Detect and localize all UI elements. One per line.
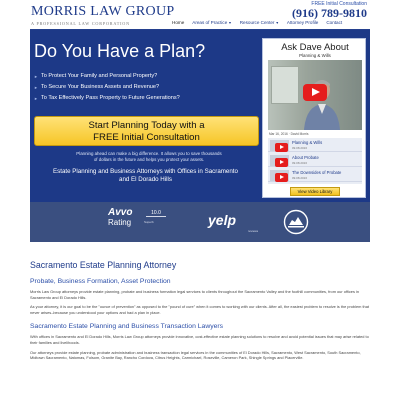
video-list-item[interactable]: Planning & Wills 09.08.2016 — [268, 138, 362, 152]
hero-bullet: ► To Secure Your Business Assets and Revenue? — [34, 84, 160, 90]
video-thumbnail — [270, 155, 289, 166]
yelp-subtext: reviews — [248, 229, 259, 233]
nav-item-attorney-profile[interactable]: Attorney Profile — [286, 20, 319, 25]
hero-banner — [30, 30, 370, 202]
ask-dave-title: Ask Dave About — [281, 42, 349, 53]
play-icon — [275, 158, 288, 167]
arrow-right-icon: ► — [34, 84, 38, 90]
phone-number-link[interactable]: (916) 789-9810 — [292, 6, 367, 20]
paragraph: With offices in Sacramento and El Dorado Hills, Morris Law Group attorneys provide innovative, cost-effective estate planning solutions to resolve and avoid potential issues that may arise related to their families and livelihoods. — [30, 334, 369, 345]
video-thumbnail — [270, 170, 289, 181]
presenter-figure — [302, 74, 342, 130]
arrow-right-icon: ► — [34, 73, 38, 79]
yelp-logo[interactable]: yelp — [208, 212, 237, 228]
page-heading: Sacramento Estate Planning Attorney — [30, 260, 177, 270]
ask-dave-panel — [262, 38, 366, 198]
avvo-rating-badge[interactable] — [108, 207, 161, 227]
hero-bullet: ► To Protect Your Family and Personal Property? — [34, 73, 158, 79]
video-list-item[interactable]: The Downsides of Probate 09.08.2016 — [268, 168, 362, 182]
hero-bullet: ► To Tax Effectively Pass Property to Future Generations? — [34, 95, 180, 101]
avvo-score-label: Superb — [144, 220, 154, 224]
consultation-label: FREE Initial Consultation — [311, 1, 367, 7]
nav-item-resource-center[interactable]: Resource Center ▼ — [239, 20, 279, 25]
avvo-score: 10.0 — [146, 210, 166, 217]
free-consultation-button[interactable] — [34, 116, 259, 146]
main-content — [30, 250, 370, 361]
video-background-window — [271, 66, 299, 104]
paragraph: As your attorney, it is our goal to be the "ounce of prevention" as opposed to the "pound of cure" when it comes to working with our clients. After all, the easiest problem to resolve is the problem that never arises–because you understood your options and had a plan in place. — [30, 304, 369, 315]
cta-line-2: FREE Initial Consultation — [93, 131, 200, 143]
chevron-down-icon: ▼ — [228, 20, 232, 25]
nav-item-contact[interactable]: Contact — [326, 20, 343, 25]
cta-line-1: Start Planning Today with a — [88, 120, 205, 131]
hero-paragraph: Planning ahead can make a big difference. It allows you to save thousands of dollars in the future and helps you protect your assets. — [76, 151, 222, 162]
play-icon[interactable] — [303, 84, 327, 101]
paragraph: Our attorneys provide estate planning, probate administration and business transaction legal services in the communities of El Dorado Hills, Sacramento, West Sacramento, South Sacramento, Midtown Sacramento, Natomas, Folsom, Granite Bay, Rancho Cordova, Citrus Heights, Carmichael, Roseville, Cameron Park, Shingle Springs and Placerville. — [30, 349, 361, 361]
hero-bullet-list — [34, 73, 180, 106]
video-thumbnail — [270, 140, 289, 151]
video-list-item[interactable]: About Probate 09.08.2016 — [268, 153, 362, 167]
arrow-right-icon: ► — [34, 95, 38, 101]
nav-item-home[interactable]: Home — [172, 20, 185, 25]
paragraph: Morris Law Group attorneys provide estate planning, probate and business formation legal services to clients throughout the Sacramento Valley and the foothill communities, from our offices in Sacramento and El Dorado Hills. — [30, 289, 360, 300]
logo-wordmark: MORRIS LAW GROUP — [31, 4, 175, 19]
avvo-logo: Avvo — [108, 207, 133, 218]
badge-strip — [30, 202, 370, 242]
ask-dave-subtitle: Planning & Wills — [299, 53, 331, 58]
avvo-rating-text: Rating — [108, 218, 132, 227]
play-icon — [275, 173, 288, 182]
play-icon — [275, 143, 288, 152]
state-bar-seal-icon[interactable] — [282, 209, 310, 235]
video-player[interactable] — [268, 60, 362, 130]
video-meta: Mar 16, 2016 · David Morris — [269, 132, 309, 136]
chevron-down-icon: ▼ — [275, 20, 279, 25]
section-heading: Probate, Business Formation, Asset Protection — [30, 278, 171, 285]
hero-title: Do You Have a Plan? — [34, 41, 206, 61]
nav-item-areas-of-practice[interactable]: Areas of Practice ▼ — [192, 20, 232, 25]
video-list — [268, 138, 362, 184]
hero-tagline: Estate Planning and Business Attorneys with Offices in Sacramento and El Dorado Hills — [53, 168, 238, 183]
main-nav — [0, 16, 400, 28]
section-heading: Sacramento Estate Planning and Business Transaction Lawyers — [30, 323, 224, 331]
view-video-library-button[interactable]: View Video Library — [290, 187, 340, 196]
logo-subtitle: A PROFESSIONAL LAW CORPORATION — [31, 21, 130, 26]
